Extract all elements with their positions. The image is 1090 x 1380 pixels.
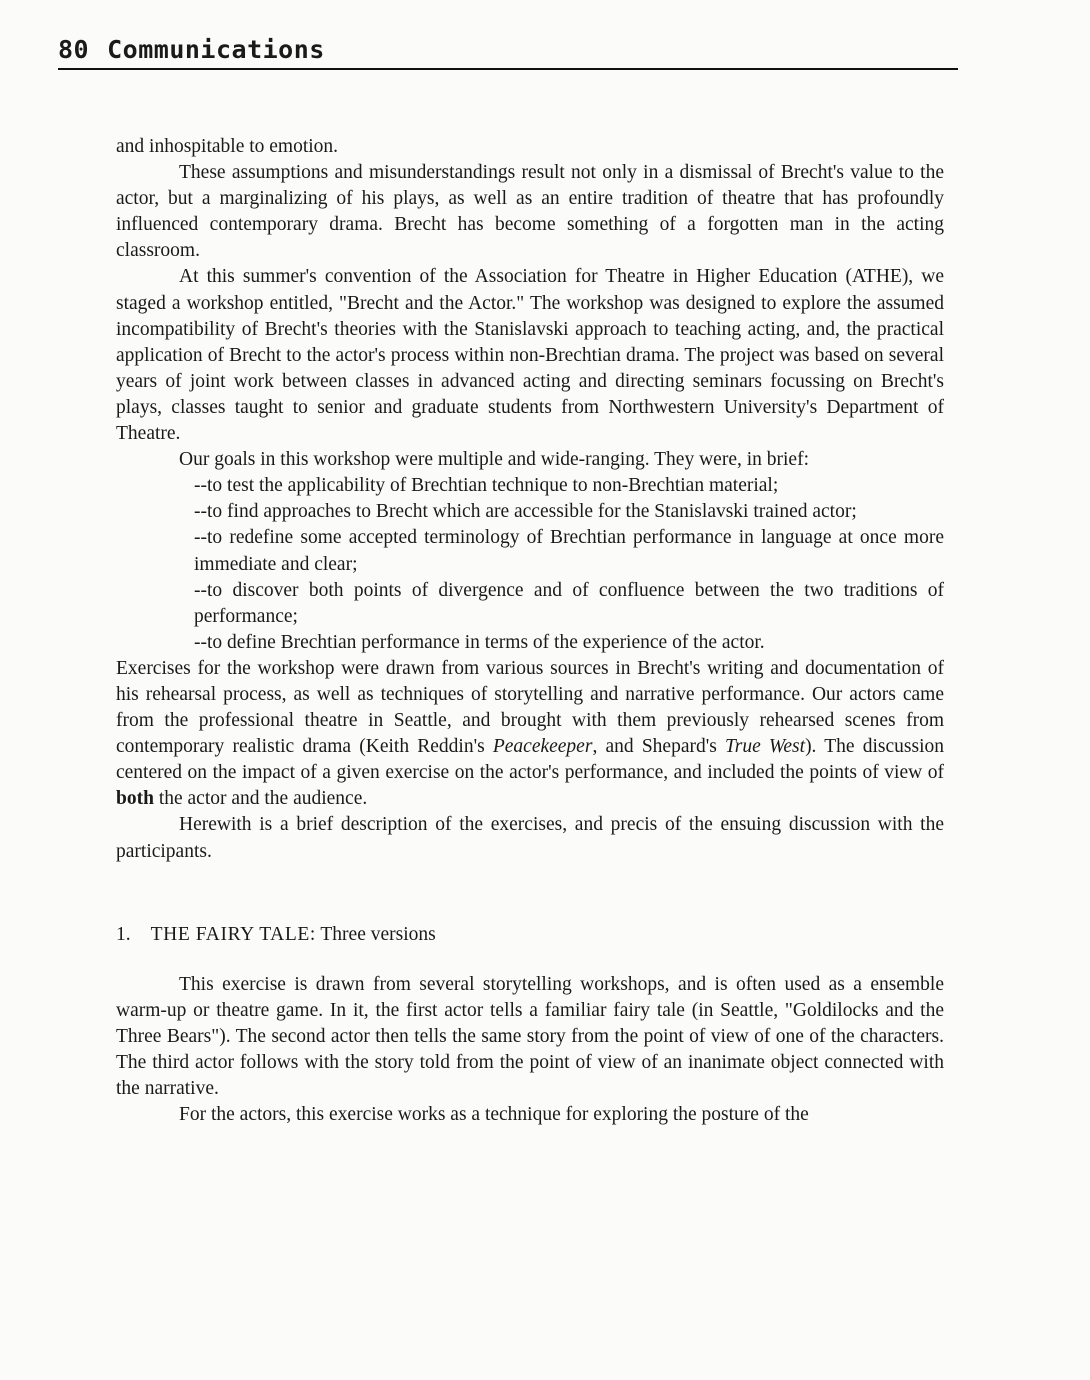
paragraph-fairy-tale: This exercise is drawn from several storytelling workshops, and is often used as a ensemble warm-up or theatre game. In it, the first actor tells a familiar fairy tale (in Seattle, "Goldilocks and the Three Bears"). The second actor then tells the same story from the point of view of one of the characters. The third actor follows with the story told from the point of view of an inanimate object connected with the narrative. bbox=[116, 973, 944, 1100]
body-text bbox=[116, 134, 944, 1128]
paragraph-goals-intro: Our goals in this workshop were multiple and wide-ranging. They were, in brief: bbox=[179, 449, 809, 471]
exercises-text-d: the actor and the audience. bbox=[153, 788, 368, 810]
paragraph-actors-posture: For the actors, this exercise works as a technique for exploring the posture of the bbox=[179, 1104, 809, 1126]
paragraph-herewith: Herewith is a brief description of the exercises, and precis of the ensuing discussion with the participants. bbox=[116, 814, 944, 862]
running-title: Communications bbox=[107, 35, 325, 64]
exercises-text-b: , and Shepard's bbox=[592, 736, 725, 758]
page-number: 80 bbox=[58, 35, 90, 64]
paragraph-continuation: and inhospitable to emotion. bbox=[116, 136, 339, 157]
goal-item: --to define Brechtian performance in terms of the experience of the actor. bbox=[194, 631, 765, 653]
goal-item: --to redefine some accepted terminology of Brechtian performance in language at once more immediate and clear; bbox=[194, 527, 944, 575]
goals-list bbox=[194, 473, 944, 656]
play-title-peacekeeper: Peacekeeper bbox=[492, 736, 593, 758]
exercises-text-a: Exercises for the workshop were drawn from various sources in Brecht's writing and documentation of his rehearsal process, as well as techniques of storytelling and narrative performance. Our actors came from the professional theatre in Seattle, and brought with them previously rehearsed scenes from contemporary realistic drama (Keith Reddin's bbox=[116, 657, 944, 758]
section-number: 1. bbox=[116, 923, 131, 945]
section-title: THE FAIRY TALE: bbox=[150, 923, 316, 945]
goal-item: --to discover both points of divergence and of confluence between the two traditions of performance; bbox=[194, 579, 944, 627]
goal-item: --to find approaches to Brecht which are accessible for the Stanislavski trained actor; bbox=[194, 501, 857, 523]
paragraph-assumptions: These assumptions and misunderstandings result not only in a dismissal of Brecht's value to the actor, but a marginalizing of his plays, as well as an entire tradition of theatre that has profoundly influenced contemporary drama. Brecht has become something of a forgotten man in the acting classroom. bbox=[116, 162, 944, 262]
exercises-text-c: ). The discussion centered on the impact of a given exercise on the actor's performance, and included the points of view of bbox=[116, 736, 944, 784]
emphasis-both: both bbox=[116, 788, 154, 810]
section-heading bbox=[116, 922, 944, 948]
section-subtitle: Three versions bbox=[315, 923, 436, 945]
paragraph-exercises bbox=[116, 656, 944, 813]
running-header bbox=[58, 34, 958, 70]
paragraph-athe-workshop: At this summer's convention of the Association for Theatre in Higher Education (ATHE), we staged a workshop entitled, "Brecht and the Actor." The workshop was designed to explore the assumed incompatibility of Brecht's theories with the Stanislavski approach to teaching acting, and, the practical application of Brecht to the actor's process within non-Brechtian drama. The project was based on several years of joint work between classes in advanced acting and directing seminars focussing on Brecht's plays, classes taught to senior and graduate students from Northwestern University's Department of Theatre. bbox=[116, 266, 944, 445]
goal-item: --to test the applicability of Brechtian technique to non-Brechtian material; bbox=[194, 475, 779, 497]
play-title-true-west: True West bbox=[725, 736, 806, 758]
